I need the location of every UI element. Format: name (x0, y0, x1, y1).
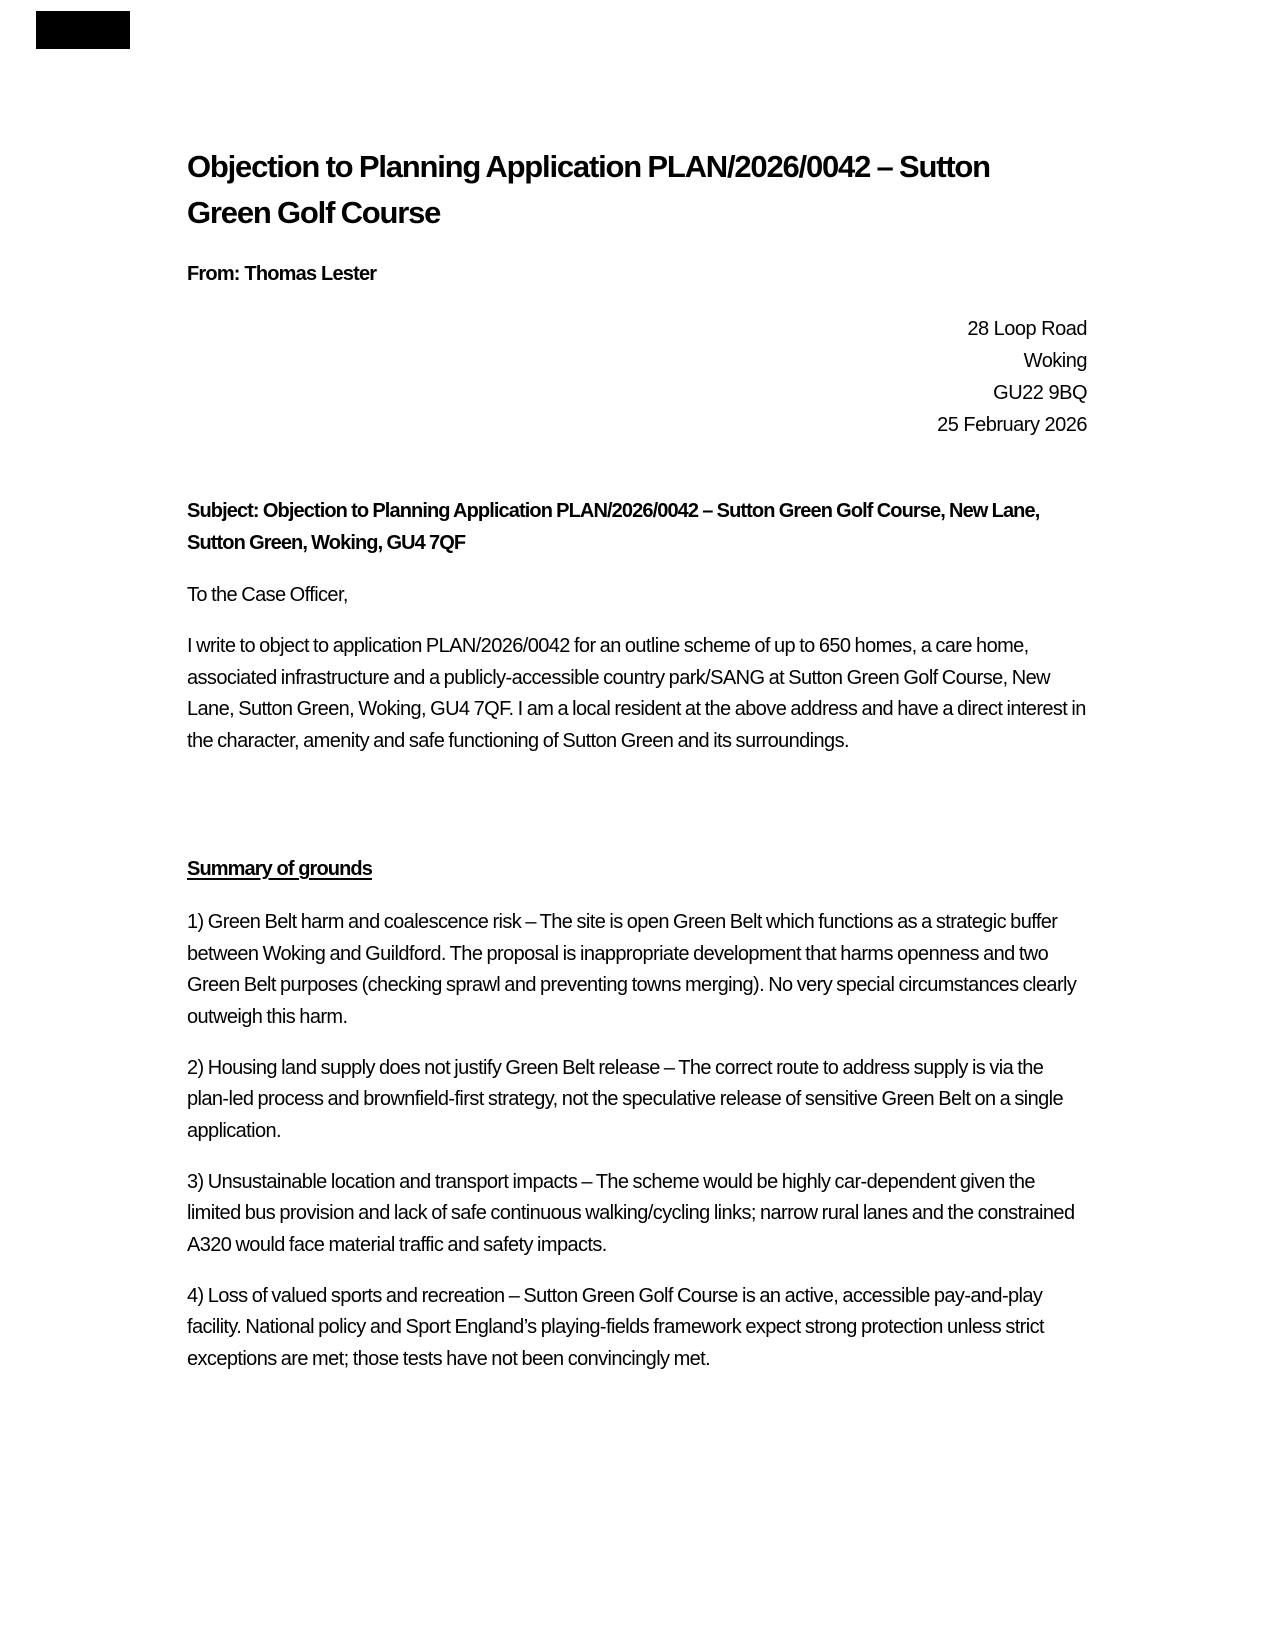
salutation: To the Case Officer, (187, 584, 348, 606)
ground-item-green-belt: 1) Green Belt harm and coalescence risk – The site is open Green Belt which functions as a strategic buffer between Woking and Guildford. The proposal is inappropriate development that harms openness and two Green Belt purposes (checking sprawl and preventing towns merging). No very special circumstances clearly outweigh this harm. (187, 911, 1077, 1028)
ground-item-housing-supply: 2) Housing land supply does not justify Green Belt release – The correct route to address supply is via the plan-led process and brownfield-first strategy, not the speculative release of sensitive Green Belt on a single application. (187, 1056, 1063, 1142)
letter-date: 25 February 2026 (937, 414, 1087, 436)
summary-heading: Summary of grounds (187, 858, 372, 880)
address-town: Woking (1023, 350, 1087, 372)
sender-line: From: Thomas Lester (187, 263, 377, 285)
redaction-block (36, 11, 130, 49)
sender-address-block (687, 313, 1087, 441)
subject-line: Subject: Objection to Planning Application PLAN/2026/0042 – Sutton Green Golf Course, New Lane, Sutton Green, Woking, GU4 7QF (187, 500, 1040, 554)
ground-item-sports-recreation: 4) Loss of valued sports and recreation – Sutton Green Golf Course is an active, accessible pay-and-play facility. National policy and Sport England’s playing-fields framework expect strong protection unless strict exceptions are met; those tests have not been convincingly met. (187, 1284, 1044, 1370)
ground-item-transport: 3) Unsustainable location and transport impacts – The scheme would be highly car-dependent given the limited bus provision and lack of safe continuous walking/cycling links; narrow rural lanes and the constrained A320 would face material traffic and safety impacts. (187, 1170, 1075, 1256)
address-street: 28 Loop Road (967, 318, 1087, 340)
grounds-list (187, 907, 1087, 1395)
intro-paragraph: I write to object to application PLAN/2026/0042 for an outline scheme of up to 650 homes, a care home, associated infrastructure and a publicly-accessible country park/SANG at Sutton Green Golf Course, New Lane, Sutton Green, Woking, GU4 7QF. I am a local resident at the above address and have a direct interest in the character, amenity and safe functioning of Sutton Green and its surroundings. (187, 635, 1086, 752)
document-title: Objection to Planning Application PLAN/2026/0042 – Sutton Green Golf Course (187, 149, 990, 230)
address-postcode: GU22 9BQ (993, 382, 1087, 404)
